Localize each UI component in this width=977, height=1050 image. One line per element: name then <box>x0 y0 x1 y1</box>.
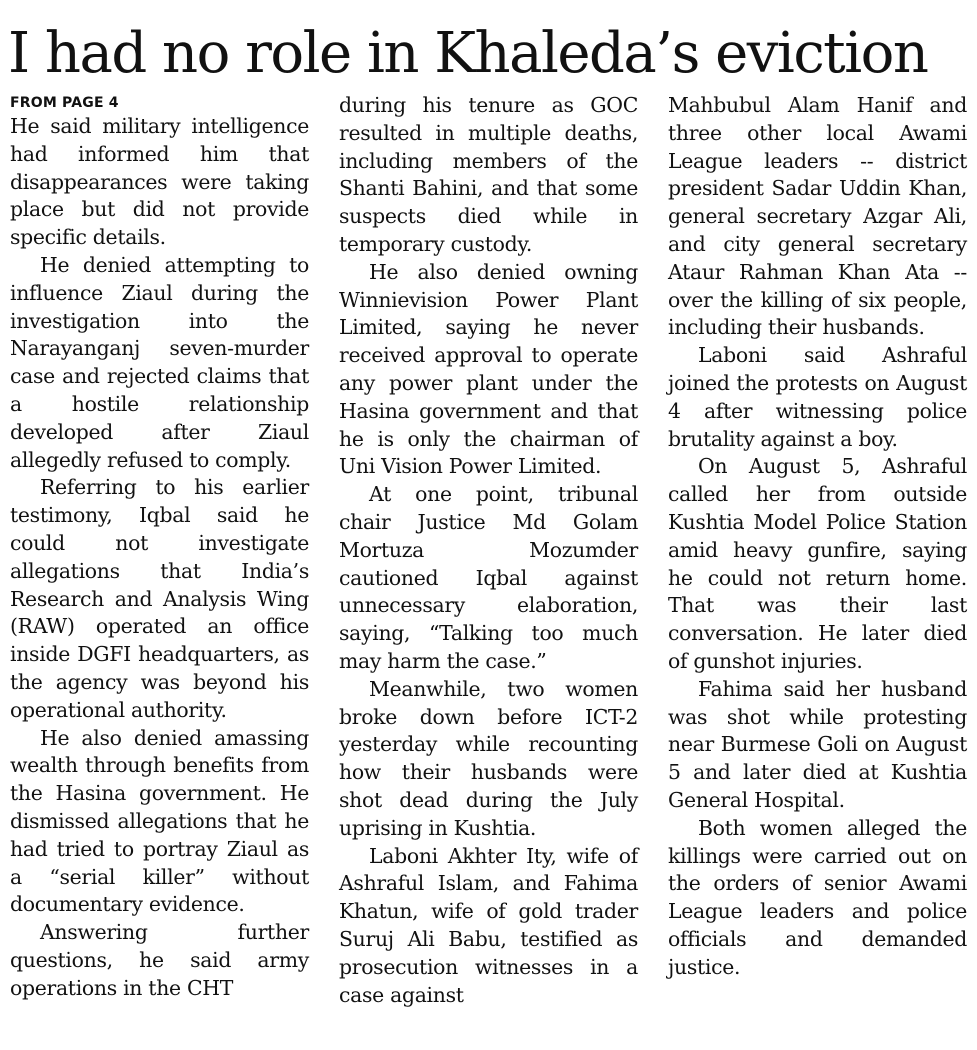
paragraph: Laboni said Ashraful joined the protests on August 4 after witnessing police brutality against a boy. <box>668 343 967 451</box>
paragraph: during his tenure as GOC resulted in multiple deaths, including members of the Shanti Bahini, and that some suspects died while in temporary custody. <box>339 93 638 256</box>
paragraph: Answering further questions, he said army operations in the CHT <box>10 920 309 1000</box>
jump-label: FROM PAGE 4 <box>10 95 119 111</box>
article-column-3 <box>668 92 967 982</box>
paragraph: Laboni Akhter Ity, wife of Ashraful Islam, and Fahima Khatun, wife of gold trader Suruj Ali Babu, testified as prosecution witnesses in a case against <box>339 843 638 1007</box>
paragraph: At one point, tribunal chair Justice Md Golam Mortuza Mozumder cautioned Iqbal against unnecessary elaboration, saying, “Talking too much may harm the case.” <box>339 482 638 673</box>
paragraph: He said military intelligence had informed him that disappearances were taking place but did not provide specific details. <box>10 114 309 250</box>
paragraph: He denied attempting to influence Ziaul during the investigation into the Narayanganj seven-murder case and rejected claims that a hostile relationship developed after Ziaul allegedly refused to comply. <box>10 252 309 472</box>
headline: I had no role in Khaleda’s eviction <box>8 21 928 86</box>
paragraph: Fahima said her husband was shot while protesting near Burmese Goli on August 5 and later died at Kushtia General Hospital. <box>668 676 967 812</box>
paragraph: Both women alleged the killings were carried out on the orders of senior Awami League leaders and police officials and demanded justice. <box>668 815 967 979</box>
paragraph: He also denied amassing wealth through benefits from the Hasina government. He dismissed allegations that he had tried to portray Ziaul as a “serial killer” without documentary evidence. <box>10 725 309 917</box>
paragraph: Referring to his earlier testimony, Iqbal said he could not investigate allegations that India’s Research and Analysis Wing (RAW) operated an office inside DGFI headquarters, as the agency was beyond his operational authority. <box>10 475 309 722</box>
paragraph: He also denied owning Winnievision Power Plant Limited, saying he never received approval to operate any power plant under the Hasina government and that he is only the chairman of Uni Vision Power Limited. <box>339 259 638 479</box>
article-column-2 <box>339 92 638 1009</box>
paragraph: On August 5, Ashraful called her from outside Kushtia Model Police Station amid heavy gunfire, saying he could not return home. That was their last conversation. He later died of gunshot injuries. <box>668 454 967 673</box>
paragraph: Meanwhile, two women broke down before ICT-2 yesterday while recounting how their husbands were shot dead during the July uprising in Kushtia. <box>339 676 638 840</box>
paragraph: Mahbubul Alam Hanif and three other local Awami League leaders -- district president Sadar Uddin Khan, general secretary Azgar Ali, and city general secretary Ataur Rahman Khan Ata -- over the killing of six people, including their husbands. <box>668 93 967 340</box>
article-column-1 <box>10 94 309 1003</box>
